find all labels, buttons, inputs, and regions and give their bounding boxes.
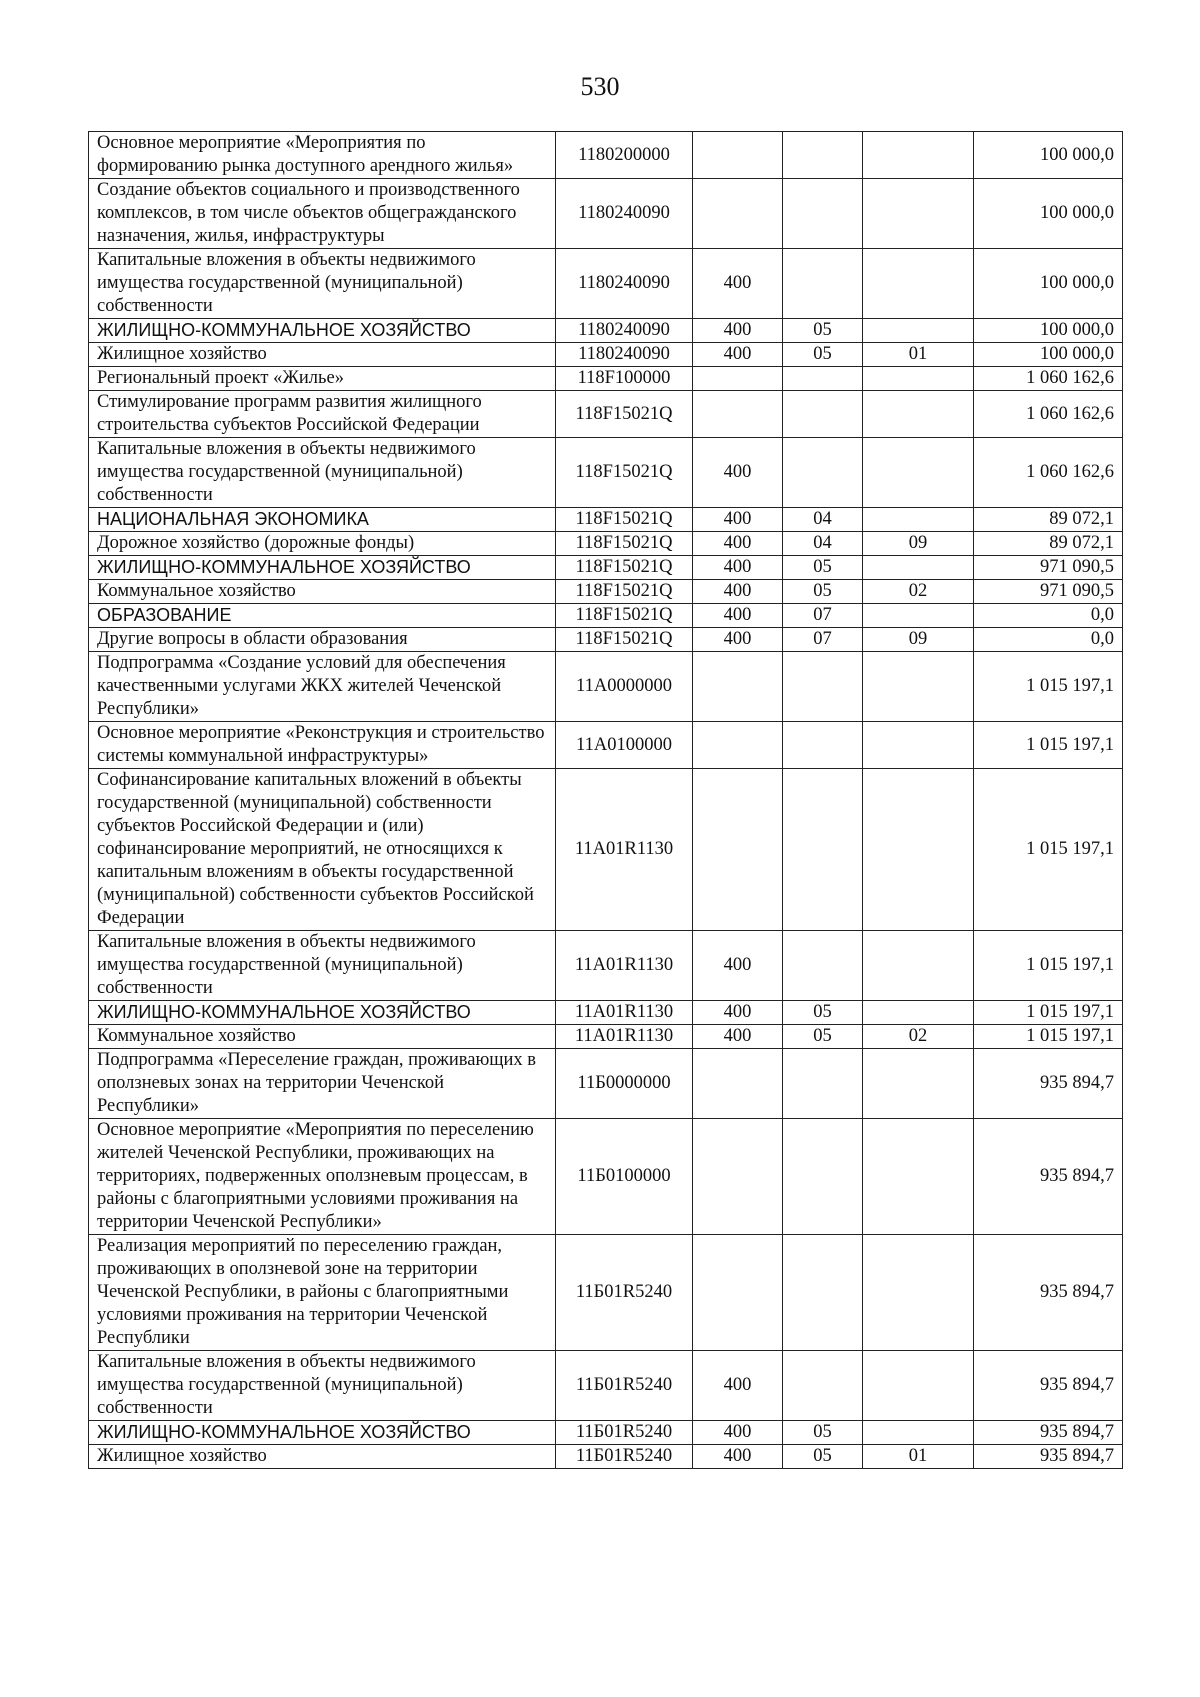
table-row bbox=[89, 343, 1123, 367]
table-row bbox=[89, 931, 1123, 1001]
row-target-code: 11А01R1130 bbox=[556, 769, 693, 931]
row-section-code bbox=[783, 179, 863, 249]
row-subsection-code bbox=[863, 931, 974, 1001]
row-amount: 1 060 162,6 bbox=[974, 367, 1123, 391]
row-section-code bbox=[783, 1235, 863, 1351]
row-amount: 100 000,0 bbox=[974, 179, 1123, 249]
table-row bbox=[89, 1421, 1123, 1445]
row-section-code bbox=[783, 1049, 863, 1119]
budget-table bbox=[88, 131, 1123, 1469]
row-section-code: 04 bbox=[783, 532, 863, 556]
row-name: Софинансирование капитальных вложений в объекты государственной (муниципальной) собственности субъектов Российской Федерации и (или) софинансирование мероприятий, не относящихся к капитальным вложениям в объекты государственной (муниципальной) собственности субъектов Российской Федерации bbox=[89, 769, 556, 931]
row-expense-type: 400 bbox=[693, 532, 783, 556]
row-amount: 89 072,1 bbox=[974, 532, 1123, 556]
row-section-code: 05 bbox=[783, 556, 863, 580]
row-expense-type bbox=[693, 1049, 783, 1119]
row-subsection-code: 01 bbox=[863, 343, 974, 367]
row-expense-type bbox=[693, 1119, 783, 1235]
row-section-code: 05 bbox=[783, 580, 863, 604]
row-expense-type: 400 bbox=[693, 249, 783, 319]
row-target-code: 1180200000 bbox=[556, 132, 693, 179]
row-amount: 100 000,0 bbox=[974, 132, 1123, 179]
row-amount: 935 894,7 bbox=[974, 1235, 1123, 1351]
row-name: Основное мероприятие «Реконструкция и строительство системы коммунальной инфраструктуры» bbox=[89, 722, 556, 769]
row-target-code: 11Б0000000 bbox=[556, 1049, 693, 1119]
row-expense-type bbox=[693, 1235, 783, 1351]
row-subsection-code bbox=[863, 1049, 974, 1119]
table-row bbox=[89, 1235, 1123, 1351]
row-name: Капитальные вложения в объекты недвижимого имущества государственной (муниципальной) собственности bbox=[89, 438, 556, 508]
table-row bbox=[89, 580, 1123, 604]
row-target-code: 1180240090 bbox=[556, 179, 693, 249]
table-row bbox=[89, 438, 1123, 508]
row-expense-type: 400 bbox=[693, 931, 783, 1001]
row-target-code: 11А0000000 bbox=[556, 652, 693, 722]
row-section-code bbox=[783, 249, 863, 319]
row-target-code: 11Б01R5240 bbox=[556, 1351, 693, 1421]
table-row bbox=[89, 132, 1123, 179]
row-subsection-code bbox=[863, 769, 974, 931]
row-section-code bbox=[783, 1351, 863, 1421]
row-section-code bbox=[783, 1119, 863, 1235]
row-name: Подпрограмма «Переселение граждан, проживающих в оползневых зонах на территории Чеченской Республики» bbox=[89, 1049, 556, 1119]
row-name: ЖИЛИЩНО-КОММУНАЛЬНОЕ ХОЗЯЙСТВО bbox=[89, 556, 556, 580]
row-target-code: 11А01R1130 bbox=[556, 1001, 693, 1025]
row-name: Капитальные вложения в объекты недвижимого имущества государственной (муниципальной) собственности bbox=[89, 1351, 556, 1421]
row-amount: 935 894,7 bbox=[974, 1351, 1123, 1421]
row-target-code: 118F15021Q bbox=[556, 604, 693, 628]
row-target-code: 1180240090 bbox=[556, 319, 693, 343]
row-expense-type: 400 bbox=[693, 508, 783, 532]
row-amount: 0,0 bbox=[974, 604, 1123, 628]
row-target-code: 118F15021Q bbox=[556, 628, 693, 652]
row-section-code: 05 bbox=[783, 319, 863, 343]
row-subsection-code bbox=[863, 722, 974, 769]
row-target-code: 11Б01R5240 bbox=[556, 1235, 693, 1351]
row-subsection-code bbox=[863, 1351, 974, 1421]
row-name: Другие вопросы в области образования bbox=[89, 628, 556, 652]
row-subsection-code bbox=[863, 367, 974, 391]
table-row bbox=[89, 532, 1123, 556]
row-name: ЖИЛИЩНО-КОММУНАЛЬНОЕ ХОЗЯЙСТВО bbox=[89, 1001, 556, 1025]
row-target-code: 118F15021Q bbox=[556, 580, 693, 604]
row-name: ЖИЛИЩНО-КОММУНАЛЬНОЕ ХОЗЯЙСТВО bbox=[89, 1421, 556, 1445]
row-name: Капитальные вложения в объекты недвижимого имущества государственной (муниципальной) собственности bbox=[89, 931, 556, 1001]
row-subsection-code bbox=[863, 652, 974, 722]
row-expense-type: 400 bbox=[693, 1445, 783, 1469]
row-target-code: 11А0100000 bbox=[556, 722, 693, 769]
row-name: Основное мероприятие «Мероприятия по переселению жителей Чеченской Республики, проживающих на территориях, подверженных оползневым процессам, в районы с благоприятными условиями проживания на территории Чеченской Республики» bbox=[89, 1119, 556, 1235]
row-name: Региональный проект «Жилье» bbox=[89, 367, 556, 391]
row-target-code: 11Б01R5240 bbox=[556, 1421, 693, 1445]
row-target-code: 11А01R1130 bbox=[556, 931, 693, 1001]
table-row bbox=[89, 319, 1123, 343]
row-expense-type bbox=[693, 391, 783, 438]
row-subsection-code: 09 bbox=[863, 628, 974, 652]
row-subsection-code bbox=[863, 1421, 974, 1445]
row-section-code: 05 bbox=[783, 343, 863, 367]
row-subsection-code bbox=[863, 1235, 974, 1351]
row-amount: 1 015 197,1 bbox=[974, 1025, 1123, 1049]
table-row bbox=[89, 652, 1123, 722]
row-name: НАЦИОНАЛЬНАЯ ЭКОНОМИКА bbox=[89, 508, 556, 532]
row-amount: 1 060 162,6 bbox=[974, 438, 1123, 508]
row-section-code bbox=[783, 652, 863, 722]
budget-table-body bbox=[89, 132, 1123, 1469]
row-expense-type: 400 bbox=[693, 580, 783, 604]
table-row bbox=[89, 1025, 1123, 1049]
row-section-code: 05 bbox=[783, 1025, 863, 1049]
row-name: Реализация мероприятий по переселению граждан, проживающих в оползневой зоне на территории Чеченской Республики, в районы с благоприятными условиями проживания на территории Чеченской Республики bbox=[89, 1235, 556, 1351]
row-name: Жилищное хозяйство bbox=[89, 343, 556, 367]
row-expense-type: 400 bbox=[693, 604, 783, 628]
row-section-code bbox=[783, 132, 863, 179]
row-section-code: 05 bbox=[783, 1445, 863, 1469]
row-name: Коммунальное хозяйство bbox=[89, 1025, 556, 1049]
row-amount: 1 015 197,1 bbox=[974, 652, 1123, 722]
row-section-code: 07 bbox=[783, 604, 863, 628]
row-amount: 971 090,5 bbox=[974, 556, 1123, 580]
row-target-code: 1180240090 bbox=[556, 249, 693, 319]
row-amount: 935 894,7 bbox=[974, 1445, 1123, 1469]
row-expense-type: 400 bbox=[693, 319, 783, 343]
row-expense-type: 400 bbox=[693, 1001, 783, 1025]
row-subsection-code bbox=[863, 179, 974, 249]
row-expense-type: 400 bbox=[693, 343, 783, 367]
row-amount: 1 015 197,1 bbox=[974, 722, 1123, 769]
row-expense-type bbox=[693, 367, 783, 391]
row-name: Дорожное хозяйство (дорожные фонды) bbox=[89, 532, 556, 556]
table-row bbox=[89, 367, 1123, 391]
row-target-code: 118F15021Q bbox=[556, 438, 693, 508]
row-amount: 100 000,0 bbox=[974, 319, 1123, 343]
row-name: ОБРАЗОВАНИЕ bbox=[89, 604, 556, 628]
row-expense-type: 400 bbox=[693, 1025, 783, 1049]
row-expense-type bbox=[693, 179, 783, 249]
row-section-code: 05 bbox=[783, 1421, 863, 1445]
table-row bbox=[89, 628, 1123, 652]
row-expense-type: 400 bbox=[693, 556, 783, 580]
row-subsection-code bbox=[863, 132, 974, 179]
row-section-code bbox=[783, 391, 863, 438]
table-row bbox=[89, 1445, 1123, 1469]
row-subsection-code bbox=[863, 1001, 974, 1025]
row-target-code: 118F15021Q bbox=[556, 508, 693, 532]
table-row bbox=[89, 1049, 1123, 1119]
table-row bbox=[89, 508, 1123, 532]
row-amount: 100 000,0 bbox=[974, 343, 1123, 367]
table-row bbox=[89, 604, 1123, 628]
table-row bbox=[89, 1119, 1123, 1235]
row-target-code: 11Б01R5240 bbox=[556, 1445, 693, 1469]
row-subsection-code: 02 bbox=[863, 580, 974, 604]
table-row bbox=[89, 391, 1123, 438]
row-section-code: 05 bbox=[783, 1001, 863, 1025]
table-row bbox=[89, 249, 1123, 319]
row-section-code bbox=[783, 769, 863, 931]
row-amount: 971 090,5 bbox=[974, 580, 1123, 604]
row-name: Коммунальное хозяйство bbox=[89, 580, 556, 604]
row-name: Капитальные вложения в объекты недвижимого имущества государственной (муниципальной) собственности bbox=[89, 249, 556, 319]
table-row bbox=[89, 722, 1123, 769]
row-amount: 1 015 197,1 bbox=[974, 931, 1123, 1001]
row-target-code: 118F15021Q bbox=[556, 556, 693, 580]
table-row bbox=[89, 179, 1123, 249]
table-row bbox=[89, 556, 1123, 580]
row-target-code: 1180240090 bbox=[556, 343, 693, 367]
row-target-code: 11А01R1130 bbox=[556, 1025, 693, 1049]
row-expense-type: 400 bbox=[693, 438, 783, 508]
row-section-code bbox=[783, 931, 863, 1001]
row-subsection-code bbox=[863, 391, 974, 438]
row-expense-type bbox=[693, 652, 783, 722]
row-name: ЖИЛИЩНО-КОММУНАЛЬНОЕ ХОЗЯЙСТВО bbox=[89, 319, 556, 343]
row-target-code: 118F15021Q bbox=[556, 391, 693, 438]
row-expense-type bbox=[693, 132, 783, 179]
row-subsection-code bbox=[863, 556, 974, 580]
row-section-code bbox=[783, 367, 863, 391]
row-amount: 935 894,7 bbox=[974, 1049, 1123, 1119]
row-name: Основное мероприятие «Мероприятия по формированию рынка доступного арендного жилья» bbox=[89, 132, 556, 179]
row-amount: 1 015 197,1 bbox=[974, 769, 1123, 931]
row-name: Подпрограмма «Создание условий для обеспечения качественными услугами ЖКХ жителей Чеченской Республики» bbox=[89, 652, 556, 722]
row-subsection-code bbox=[863, 249, 974, 319]
row-subsection-code: 09 bbox=[863, 532, 974, 556]
row-amount: 935 894,7 bbox=[974, 1421, 1123, 1445]
row-amount: 100 000,0 bbox=[974, 249, 1123, 319]
row-section-code bbox=[783, 438, 863, 508]
row-target-code: 11Б0100000 bbox=[556, 1119, 693, 1235]
row-expense-type: 400 bbox=[693, 1421, 783, 1445]
row-name: Стимулирование программ развития жилищного строительства субъектов Российской Федерации bbox=[89, 391, 556, 438]
row-section-code: 07 bbox=[783, 628, 863, 652]
row-amount: 0,0 bbox=[974, 628, 1123, 652]
table-row bbox=[89, 1351, 1123, 1421]
row-target-code: 118F100000 bbox=[556, 367, 693, 391]
row-amount: 935 894,7 bbox=[974, 1119, 1123, 1235]
row-expense-type bbox=[693, 769, 783, 931]
row-subsection-code bbox=[863, 604, 974, 628]
row-amount: 1 015 197,1 bbox=[974, 1001, 1123, 1025]
row-name: Жилищное хозяйство bbox=[89, 1445, 556, 1469]
table-row bbox=[89, 769, 1123, 931]
row-subsection-code: 01 bbox=[863, 1445, 974, 1469]
row-subsection-code bbox=[863, 438, 974, 508]
row-subsection-code: 02 bbox=[863, 1025, 974, 1049]
row-subsection-code bbox=[863, 508, 974, 532]
row-subsection-code bbox=[863, 319, 974, 343]
row-amount: 89 072,1 bbox=[974, 508, 1123, 532]
row-amount: 1 060 162,6 bbox=[974, 391, 1123, 438]
row-target-code: 118F15021Q bbox=[556, 532, 693, 556]
row-expense-type bbox=[693, 722, 783, 769]
row-section-code: 04 bbox=[783, 508, 863, 532]
row-section-code bbox=[783, 722, 863, 769]
page-number: 530 bbox=[580, 72, 620, 101]
row-expense-type: 400 bbox=[693, 1351, 783, 1421]
table-row bbox=[89, 1001, 1123, 1025]
row-name: Создание объектов социального и производственного комплексов, в том числе объектов общегражданского назначения, жилья, инфраструктуры bbox=[89, 179, 556, 249]
row-expense-type: 400 bbox=[693, 628, 783, 652]
row-subsection-code bbox=[863, 1119, 974, 1235]
